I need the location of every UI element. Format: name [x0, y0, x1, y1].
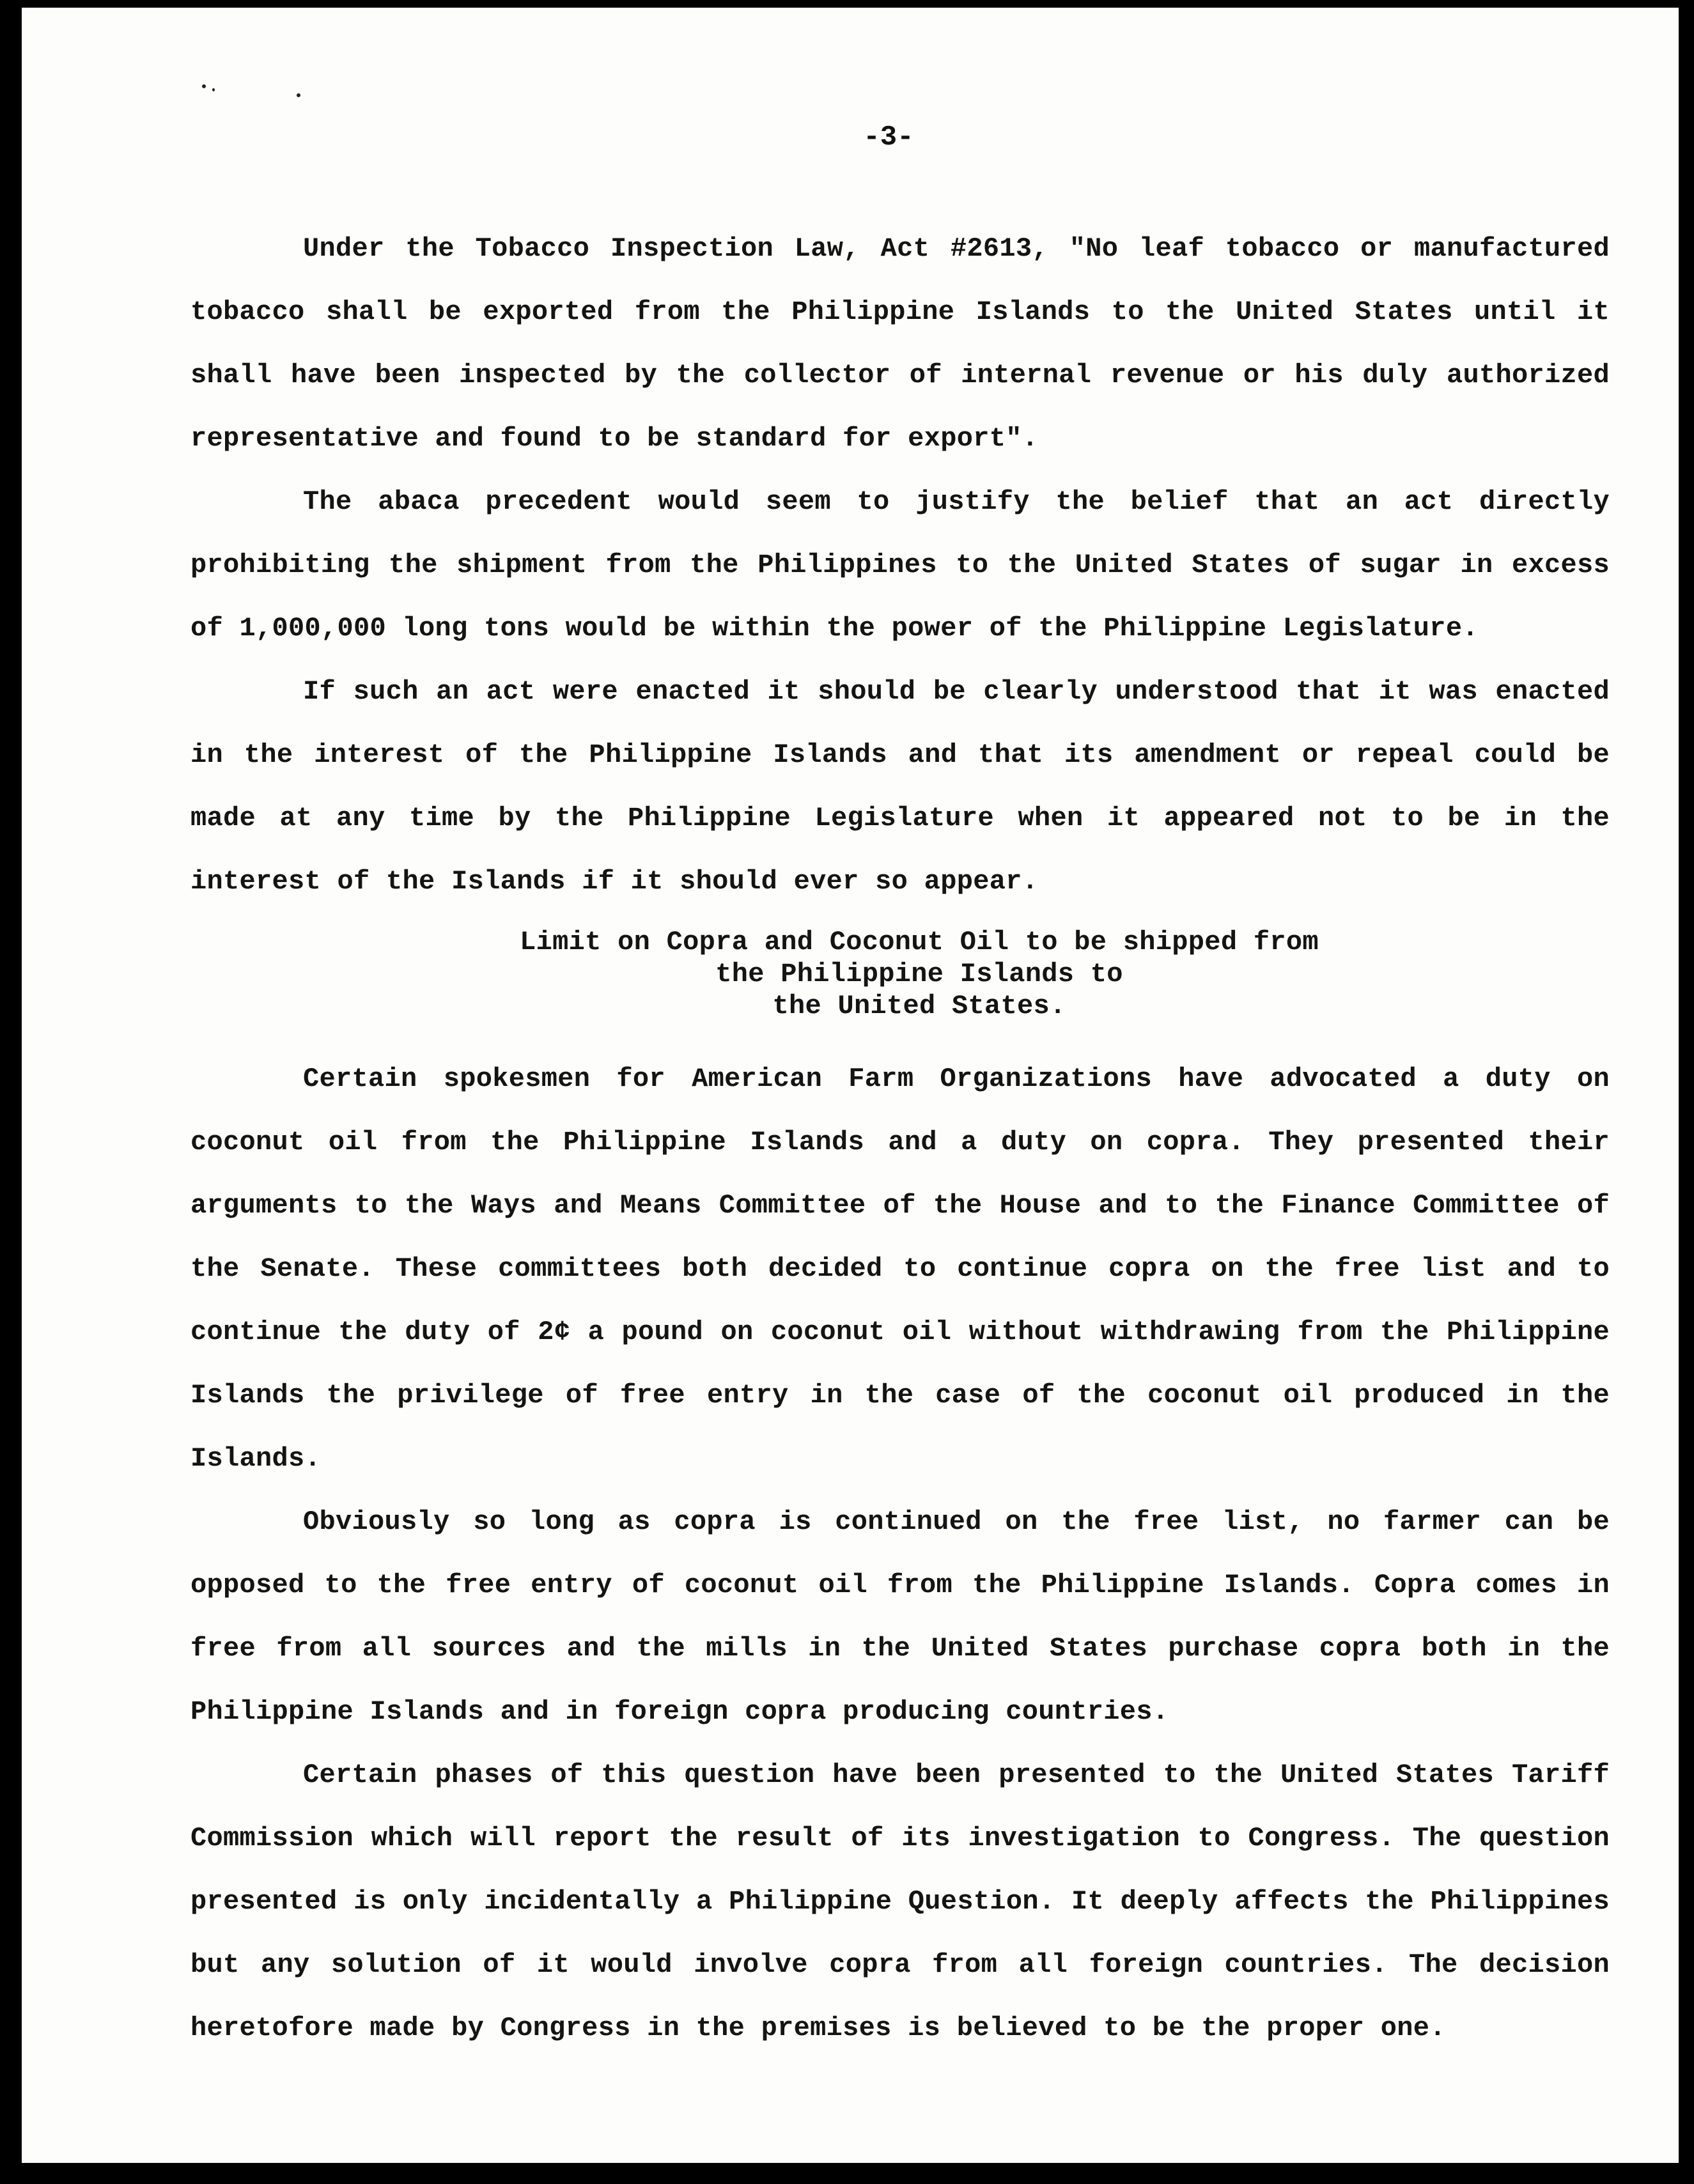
paragraph-copra-free-list: Obviously so long as copra is continued on the free list, no farmer can be opposed to the free entry of coconut oil from the Philippine Islands. Copra comes in free from all sources and the mills in the United States purchase copra both in the Philippine Islands and in foreign copra producing countries.: [190, 1506, 1610, 1727]
paragraph-tobacco-law: Under the Tobacco Inspection Law, Act #2613, "No leaf tobacco or manufactured tobacco shall be exported from the Philippine Islands to the United States until it shall have been inspected by the collector of internal revenue or his duly authorized representative and found to be standard for export".: [190, 233, 1610, 454]
document-page: [22, 8, 1679, 2163]
heading-line: the Philippine Islands to: [715, 959, 1123, 989]
paragraph-enactment-interest: If such an act were enacted it should be clearly understood that it was enacted in the interest of the Philippine Islands and that its amendment or repeal could be made at any time by the Philippine Legislature when it appeared not to be in the interest of the Islands if it should ever so appear.: [190, 676, 1610, 897]
document-body: [190, 217, 1610, 2060]
paragraph-abaca-precedent: The abaca precedent would seem to justify the belief that an act directly prohibiting the shipment from the Philippines to the United States of sugar in excess of 1,000,000 long tons would be within the power of the Philippine Legislature.: [190, 486, 1610, 644]
paragraph-farm-organizations: Certain spokesmen for American Farm Organizations have advocated a duty on coconut oil from the Philippine Islands and a duty on copra. They presented their arguments to the Ways and Means Committee of the House and to the Finance Committee of the Senate. These committees both decided to continue copra on the free list and to continue the duty of 2¢ a pound on coconut oil without withdrawing from the Philippine Islands the privilege of free entry in the case of the coconut oil produced in the Islands.: [190, 1064, 1610, 1474]
heading-line: Limit on Copra and Coconut Oil to be shipped from: [520, 927, 1319, 957]
page-number: -3-: [863, 121, 914, 153]
heading-line: the United States.: [772, 991, 1066, 1021]
paragraph-tariff-commission: Certain phases of this question have been presented to the United States Tariff Commission which will report the result of its investigation to Congress. The question presented is only incidentally a Philippine Question. It deeply affects the Philippines but any solution of it would involve copra from all foreign countries. The decision heretofore made by Congress in the premises is believed to be the proper one.: [190, 1760, 1610, 2043]
section-heading: [190, 926, 1610, 1022]
